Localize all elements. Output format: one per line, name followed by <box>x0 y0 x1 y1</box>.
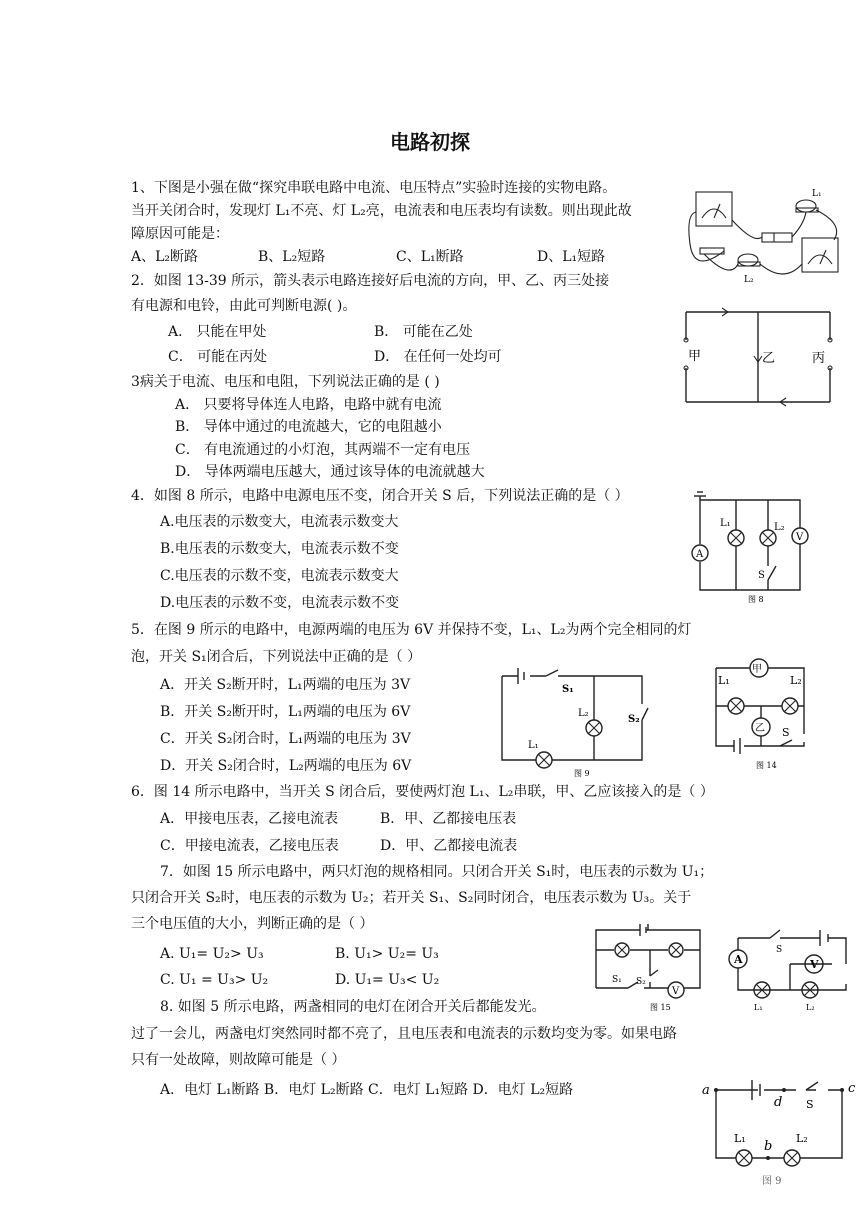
q8-options: A．电灯 L₁断路 B．电灯 L₂断路 C．电灯 L₁短路 D．电灯 L₂短路 <box>160 1082 574 1098</box>
fig5-label-v: V <box>810 958 819 971</box>
fig9a-label-l2: L₂ <box>578 708 589 719</box>
q6-option-d: D．甲、乙都接电流表 <box>380 838 518 854</box>
q5-line1: 5．在图 9 所示的电路中，电源两端的电压为 6V 并保持不变，L₁、L₂为两个完全相同的灯 <box>131 622 692 638</box>
fig9b-label-c: c <box>848 1081 856 1096</box>
q3-option-a: A． 只要将导体连人电路，电路中就有电流 <box>175 397 442 413</box>
q1-option-d: D、L₁短路 <box>537 249 606 265</box>
q6-option-a: A．甲接电压表，乙接电流表 <box>160 811 339 827</box>
figure-9a-circuit <box>496 664 652 778</box>
fig1-label-l2: L₂ <box>744 275 754 285</box>
q7-line3: 三个电压值的大小，判断正确的是（ ） <box>131 916 374 932</box>
figure-5-circuit <box>724 920 854 1020</box>
fig14-label-yi: 乙 <box>755 723 765 734</box>
fig5-label-a: A <box>734 953 743 966</box>
fig14-label-s: S <box>782 726 790 739</box>
q1-option-b: B、L₂短路 <box>258 249 326 265</box>
fig5-label-l2: L₂ <box>806 1003 815 1012</box>
fig9b-caption: 图 9 <box>762 1176 782 1187</box>
fig1-label-l1: L₁ <box>812 189 822 199</box>
fig15-label-s1: S₁ <box>612 975 622 985</box>
fig9a-label-s1: S₁ <box>562 684 574 695</box>
figure-14-circuit <box>708 654 818 770</box>
fig9b-label-l1: L₁ <box>734 1132 746 1145</box>
fig9b-label-b: b <box>764 1139 773 1154</box>
q2-option-a: A． 只能在甲处 <box>168 324 267 340</box>
q3-option-b: B． 导体中通过的电流越大，它的电阻越小 <box>175 419 442 435</box>
fig5-label-l1: L₁ <box>754 1003 763 1012</box>
q8-line1: 8. 如图 5 所示电路，两盏相同的电灯在闭合开关后都能发光。 <box>160 999 546 1015</box>
q1-line3: 障原因可能是： <box>131 226 229 242</box>
q7-line1: 7．如图 15 所示电路中，两只灯泡的规格相同。只闭合开关 S₁时，电压表的示数为 U₁； <box>160 864 714 880</box>
fig15-label-v: V <box>672 986 680 997</box>
q5-option-d: D．开关 S₂闭合时，L₂两端的电压为 6V <box>160 758 412 774</box>
q2-option-d: D． 在任何一处均可 <box>374 349 502 365</box>
fig8-label-v: V <box>796 532 804 543</box>
battery-icon <box>762 233 792 242</box>
fig2-label-yi: 乙 <box>762 351 776 366</box>
q4-option-c: C.电压表的示数不变，电流表示数变大 <box>160 568 399 584</box>
q5-option-b: B．开关 S₂断开时，L₁两端的电压为 6V <box>160 704 411 720</box>
fig14-label-l2: L₂ <box>790 674 802 687</box>
q1-option-c: C、L₁断路 <box>396 249 464 265</box>
q7-option-b: B. U₁> U₂= U₃ <box>335 946 439 962</box>
fig8-label-l2: L₂ <box>774 522 785 533</box>
fig9a-switch-s1-icon <box>546 670 558 676</box>
q7-option-c: C. U₁ = U₃> U₂ <box>160 972 269 988</box>
fig9b-label-d: d <box>774 1095 783 1110</box>
fig2-label-jia: 甲 <box>688 349 702 364</box>
fig15-label-s2: S₂ <box>636 977 646 987</box>
figure-9b-circuit <box>700 1074 860 1190</box>
q8-line2: 过了一会儿，两盏电灯突然同时都不亮了，且电压表和电流表的示数均变为零。如果电路 <box>131 1026 677 1042</box>
fig9a-label-l1: L₁ <box>528 740 539 751</box>
fig8-caption: 图 8 <box>748 595 764 604</box>
q3-option-d: D． 导体两端电压越大，通过该导体的电流就越大 <box>175 464 485 480</box>
q2-option-b: B． 可能在乙处 <box>374 324 473 340</box>
fig9b-label-l2: L₂ <box>796 1132 808 1145</box>
fig9a-label-s2: S₂ <box>628 714 640 725</box>
fig14-caption: 图 14 <box>756 761 777 770</box>
q6-option-b: B．甲、乙都接电压表 <box>380 811 517 827</box>
fig14-label-jia: 甲 <box>752 664 762 675</box>
fig8-label-s: S <box>758 570 765 581</box>
fig8-switch-icon <box>768 566 776 580</box>
q2-line2: 有电源和电铃，由此可判断电源( )。 <box>131 298 357 314</box>
figure-2-circuit <box>678 306 838 408</box>
q5-option-c: C．开关 S₂闭合时，L₁两端的电压为 3V <box>160 731 411 747</box>
figure-1-physical-circuit <box>684 184 850 290</box>
figure-15-circuit <box>588 918 708 1018</box>
lamp-l1-icon <box>796 200 816 212</box>
fig14-label-l1: L₁ <box>718 674 730 687</box>
q1-option-a: A、L₂断路 <box>131 249 199 265</box>
fig8-label-a: A <box>696 549 704 560</box>
q4-line1: 4．如图 8 所示，电路中电源电压不变，闭合开关 S 后，下列说法正确的是（ ） <box>131 488 629 504</box>
fig5-label-s: S <box>776 945 783 955</box>
q1-line1: 1、下图是小强在做“探究串联电路中电流、电压特点”实验时连接的实物电路。 <box>131 180 617 196</box>
q5-line2: 泡，开关 S₁闭合后，下列说法中正确的是（ ） <box>131 649 422 665</box>
q7-line2: 只闭合开关 S₂时，电压表的示数为 U₂；若开关 S₁、S₂同时闭合，电压表示数为 U₃。关于 <box>131 890 692 906</box>
fig9b-switch-icon <box>806 1082 818 1090</box>
fig8-label-l1: L₁ <box>720 518 731 529</box>
q5-option-a: A．开关 S₂断开时，L₁两端的电压为 3V <box>160 677 411 693</box>
q8-line3: 只有一处故障，则故障可能是（ ） <box>131 1052 346 1068</box>
q1-line2: 当开关闭合时，发现灯 L₁不亮、灯 L₂亮，电流表和电压表均有读数。则出现此故 <box>131 203 632 219</box>
q4-option-d: D.电压表的示数不变，电流表示数不变 <box>160 595 400 611</box>
q4-option-b: B.电压表的示数变大，电流表示数不变 <box>160 541 399 557</box>
fig9a-switch-s2-icon <box>642 708 648 720</box>
lamp-l2-icon <box>738 254 758 266</box>
page-title: 电路初探 <box>390 130 470 154</box>
fig2-label-bing: 丙 <box>812 351 826 366</box>
figure-8-circuit <box>688 490 822 606</box>
q6-option-c: C．甲接电流表，乙接电压表 <box>160 838 339 854</box>
q2-option-c: C． 可能在丙处 <box>168 349 268 365</box>
q3-line1: 3病关于电流、电压和电阻，下列说法正确的是 ( ) <box>131 374 440 390</box>
fig9b-label-s: S <box>806 1098 814 1111</box>
q7-option-d: D. U₁= U₃< U₂ <box>335 972 440 988</box>
fig9a-caption: 图 9 <box>574 769 590 778</box>
q4-option-a: A.电压表的示数变大，电流表示数变大 <box>160 514 399 530</box>
fig14-switch-icon <box>780 740 792 746</box>
fig9b-label-a: a <box>702 1083 710 1098</box>
fig15-caption: 图 15 <box>650 1003 671 1012</box>
q3-option-c: C． 有电流通过的小灯泡，其两端不一定有电压 <box>175 442 471 458</box>
q6-line1: 6．图 14 所示电路中，当开关 S 闭合后，要使两灯泡 L₁、L₂串联，甲、乙应该接入的是（ ） <box>131 784 714 800</box>
fig5-switch-icon <box>770 930 780 938</box>
q2-line1: 2．如图 13-39 所示，箭头表示电路连接好后电流的方向，甲、乙、丙三处接 <box>131 273 610 289</box>
fig15-switch-s2-icon <box>650 970 658 976</box>
q7-option-a: A. U₁= U₂> U₃ <box>160 946 264 962</box>
